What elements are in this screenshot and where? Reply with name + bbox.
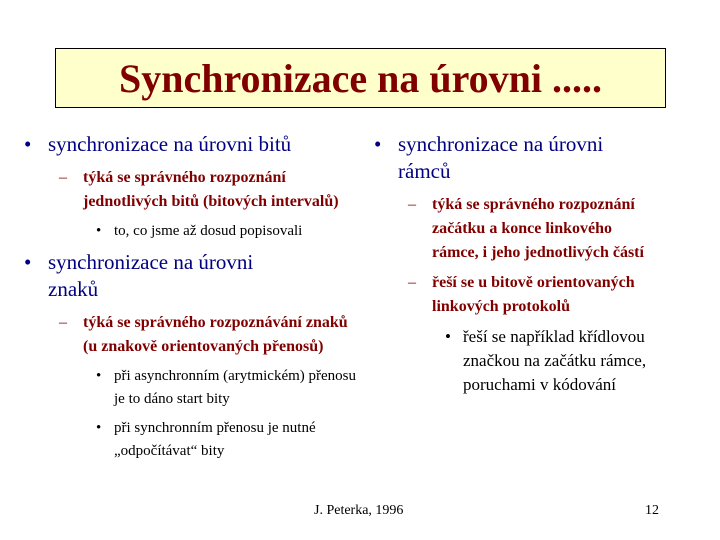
dash-icon: –: [408, 196, 416, 213]
sub-bullet-frame-recognition: [408, 193, 674, 265]
subsub-bullet-text: to, co jsme až dosud popisovali: [114, 223, 303, 239]
footer-author: J. Peterka, 1996: [314, 503, 404, 518]
bullet-text: synchronizace na úrovni bitů: [48, 132, 292, 156]
left-sub-bit-sync: [24, 166, 359, 243]
right-bullet-frame-sync: [374, 131, 674, 185]
bullet-icon: •: [24, 132, 32, 156]
dash-icon: –: [59, 169, 67, 186]
left-bullet-bit-sync: [24, 131, 359, 158]
slide-title-box: [55, 48, 666, 108]
sub-bullet-text: týká se správného rozpoznávání znaků (u znakově orientovaných přenosů): [83, 314, 348, 355]
subsub-bullet-text: při synchronním přenosu je nutné „odpočítávat“ bity: [114, 420, 316, 459]
subsub-bullet-sync: [96, 417, 359, 463]
dash-icon: –: [408, 274, 416, 291]
bullet-icon: •: [96, 223, 102, 239]
subsub-bullet-async: [96, 365, 359, 411]
sub-bullet-char-recognition: [59, 311, 359, 359]
page-number: 12: [645, 503, 659, 518]
right-column: [374, 131, 674, 403]
bullet-icon: •: [24, 250, 32, 274]
sub-bullet-bit-oriented: [408, 271, 674, 319]
dash-icon: –: [59, 314, 67, 331]
left-sub-char-sync: [24, 311, 359, 463]
sub-bullet-text: týká se správného rozpoznání začátku a konce linkového rámce, i jeho jednotlivých částí: [432, 196, 644, 261]
left-bullet-char-sync: [24, 249, 359, 303]
subsub-bullet-described: [96, 220, 359, 243]
sub-bullet-text: řeší se u bitově orientovaných linkových protokolů: [432, 274, 635, 315]
sub-bullet-text: týká se správného rozpoznání jednotlivých bitů (bitových intervalů): [83, 169, 339, 210]
left-subsub-bit-sync: [59, 220, 359, 243]
bullet-text: synchronizace na úrovni znaků: [48, 250, 254, 301]
left-subsub-char-sync: [59, 365, 359, 463]
left-column: [24, 131, 359, 469]
bullet-icon: •: [374, 132, 382, 156]
right-subsub-frame-sync: [408, 325, 674, 397]
bullet-icon: •: [96, 368, 102, 384]
subsub-bullet-flag: [445, 325, 674, 397]
bullet-icon: •: [445, 327, 451, 346]
right-sub-frame-sync: [374, 193, 674, 397]
subsub-bullet-text: řeší se například křídlovou značkou na začátku rámce, poruchami v kódování: [463, 327, 647, 394]
sub-bullet-bit-recognition: [59, 166, 359, 214]
bullet-text: synchronizace na úrovni rámců: [398, 132, 604, 183]
subsub-bullet-text: při asynchronním (arytmickém) přenosu je to dáno start bity: [114, 368, 357, 407]
slide-title: Synchronizace na úrovni .....: [118, 55, 603, 101]
bullet-icon: •: [96, 420, 102, 436]
